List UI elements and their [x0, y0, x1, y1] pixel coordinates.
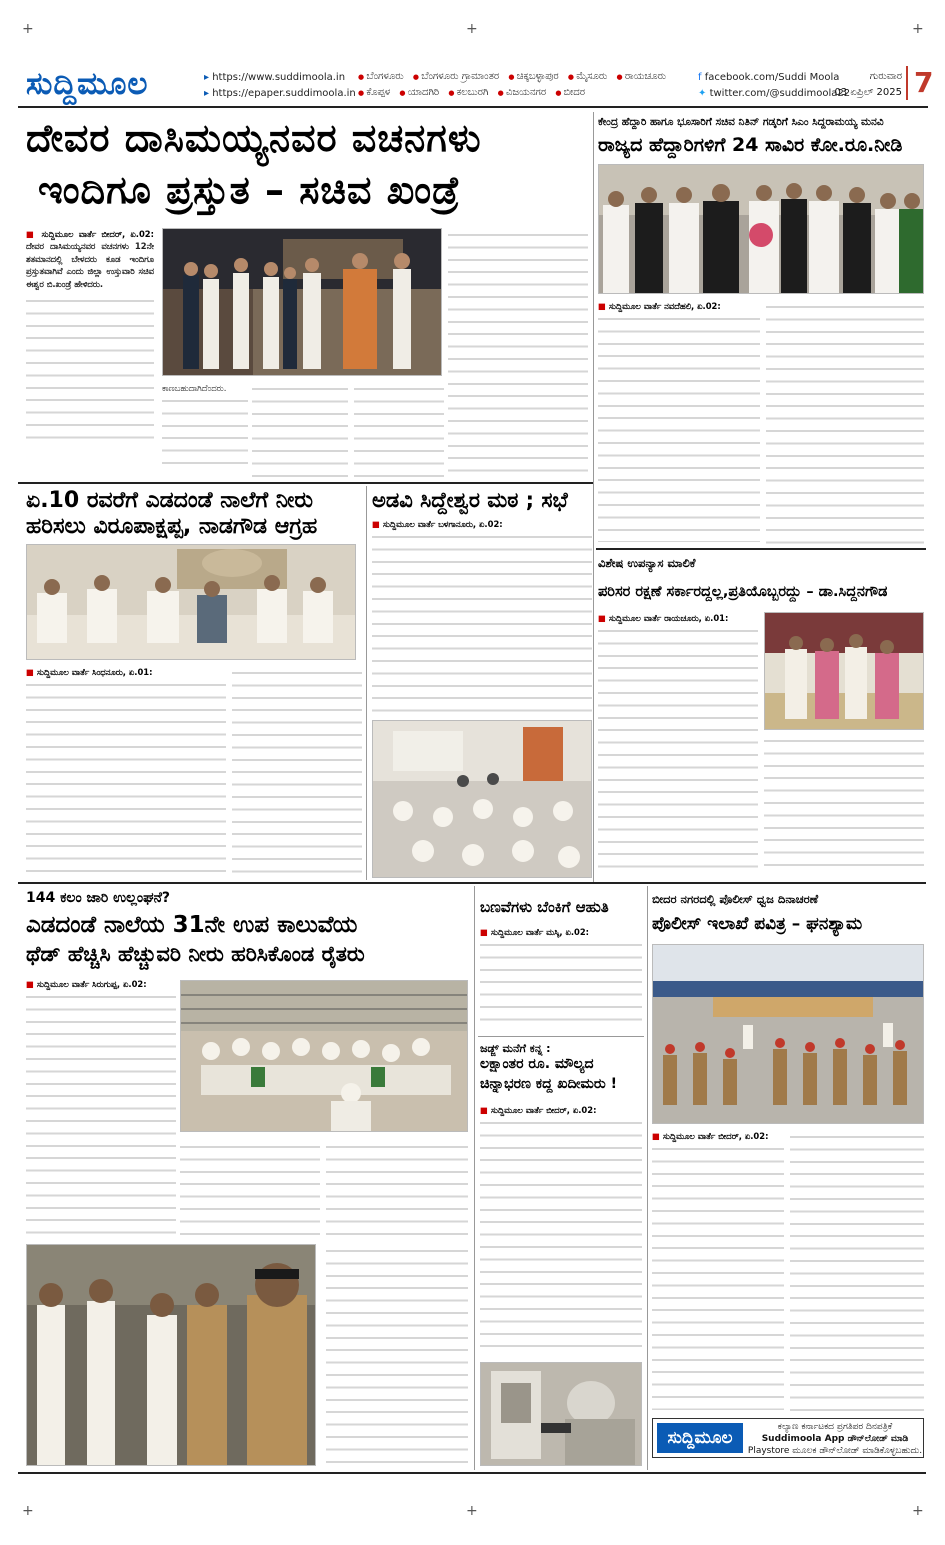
- city-item: ● ಕಲಬುರಗಿ: [448, 87, 488, 98]
- website-links: [204, 70, 356, 102]
- article-body: [598, 612, 758, 876]
- text-column: [764, 734, 924, 876]
- article-body: [372, 518, 592, 718]
- article-headline: ರಾಜ್ಯದ ಹೆದ್ದಾರಿಗಳಿಗೆ 24 ಸಾವಿರ ಕೋ.ರೂ.ನೀಡಿ: [598, 134, 903, 156]
- article-headline: ಬಣವೆಗಳು ಬೆಂಕಿಗೆ ಆಹುತಿ: [480, 898, 609, 916]
- text-column: [180, 1140, 320, 1240]
- city-item: ● ಯಾದಗಿರಿ: [399, 87, 439, 98]
- article-byline: ■ ಸುದ್ದಿಮೂಲ ವಾರ್ತೆ ಸಿಂಧನೂರು, ಏ.01:: [26, 667, 152, 677]
- city-item: ● ವಿಜಯನಗರ: [498, 87, 546, 98]
- registration-mark: +: [22, 21, 34, 37]
- city-item: ● ಬೆಂಗಳೂರು ಗ್ರಾಮಾಂತರ: [413, 71, 499, 82]
- city-item: ● ಮೈಸೂರು: [568, 71, 607, 82]
- article-body: [598, 300, 760, 544]
- page-number: 7: [906, 66, 933, 100]
- article-byline: ■ ಸುದ್ದಿಮೂಲ ವಾರ್ತೆ ಬೀದರ್, ಏ.02:: [26, 229, 154, 239]
- text-column: [480, 938, 642, 1028]
- text-column: [326, 1140, 468, 1240]
- twitter-icon: ✦: [698, 88, 710, 99]
- article-headline: ಅಡವಿ ಸಿದ್ದೇಶ್ವರ ಮಠ ; ಸಭೆ: [372, 488, 568, 512]
- article-body: [26, 978, 176, 1238]
- newspaper-logo: ಸುದ್ದಿಮೂಲ: [26, 66, 149, 102]
- article-kicker: ಬೀದರ ನಗರದಲ್ಲಿ ಪೊಲೀಸ್ ಧ್ವಜ ದಿನಾಚರಣೆ: [652, 892, 819, 906]
- text-column: [448, 228, 588, 478]
- promo-text: ಕಲ್ಯಾಣ ಕರ್ನಾಟಕದ ಪ್ರಗತಿಪರ ದಿನಪತ್ರಿಕೆ Suddimoola App ಡೌನ್‌ಲೋಡ್ ಮಾಡಿ Playstore ಮೂಲಕ ಡೌನ್‌ಲೋಡ್ ಮಾಡಿಕೊಳ್ಳಬಹುದು.: [747, 1422, 923, 1456]
- epaper-link[interactable]: ▸ https://epaper.suddimoola.in: [204, 86, 356, 102]
- article-headline: ಏ.10 ರವರೆಗೆ ಎಡದಂಡೆ ನಾಲೆಗೆ ನೀರು: [26, 488, 313, 513]
- text-column: [652, 1142, 784, 1410]
- article-headline: ಚಿನ್ನಾಭರಣ ಕದ್ದ ಖದೀಮರು !: [480, 1076, 617, 1092]
- app-promo-box[interactable]: [652, 1418, 924, 1458]
- article-body: [26, 228, 154, 478]
- article-photo: [480, 1362, 642, 1466]
- text-column: [232, 666, 362, 876]
- text-column: [326, 1244, 468, 1466]
- text-column: [26, 990, 176, 1236]
- city-item: ● ರಾಯಚೂರು: [617, 71, 667, 82]
- article-body: [480, 1104, 642, 1358]
- article-body: [480, 926, 642, 1030]
- article-lead: ದೇವರ ದಾಸಿಮಯ್ಯನವರ ವಚನಗಳು 12ನೇ ಶತಮಾನದಲ್ಲಿ ಬೇಳದರು ಕೂಡ ಇಂದಿಗೂ ಪ್ರಸ್ತುತವಾಗಿವೆ ಎಂದು ಜಿಲ್ಲಾ ಉಸ್ತುವಾರಿ ಸಚಿವ ಈಶ್ವರ ಬಿ.ಖಂಡ್ರೆ ಹೇಳಿದರು.: [26, 241, 154, 289]
- issue-date: 03 ಏಪ್ರಿಲ್ 2025: [834, 87, 902, 98]
- article-kicker: ಜಡ್ಜ್ ಮನೆಗೆ ಕನ್ನ :: [480, 1042, 551, 1055]
- article-headline: ಎಡದಂಡೆ ನಾಲೆಯ 31ನೇ ಉಪ ಕಾಲುವೆಯ: [26, 912, 358, 938]
- article-byline: ■ ಸುದ್ದಿಮೂಲ ವಾರ್ತೆ ಬಳಗಾನೂರು, ಏ.02:: [372, 519, 503, 529]
- article-body: [26, 666, 226, 876]
- date-block: [830, 69, 902, 101]
- text-column: [790, 1130, 924, 1412]
- section-rule: [18, 1472, 926, 1474]
- text-column: [372, 530, 592, 716]
- registration-mark: +: [466, 21, 478, 37]
- article-headline: ದೇವರ ದಾಸಿಮಯ್ಯನವರ ವಚನಗಳು: [26, 116, 482, 160]
- article-body: [162, 382, 248, 478]
- article-photo: [26, 1244, 316, 1466]
- column-rule: [474, 886, 475, 1470]
- website-link[interactable]: ▸ https://www.suddimoola.in: [204, 70, 356, 86]
- text-column: [598, 624, 758, 874]
- facebook-link[interactable]: f facebook.com/Suddi Moola: [698, 72, 840, 83]
- text-column: [354, 382, 444, 478]
- text-column: [26, 678, 226, 874]
- section-rule: [478, 1036, 644, 1037]
- article-photo: [162, 228, 442, 376]
- registration-mark: +: [912, 1503, 924, 1519]
- article-byline: ■ ಸುದ್ದಿಮೂಲ ವಾರ್ತೆ ರಾಯಚೂರು, ಏ.01:: [598, 613, 728, 623]
- text-column: [26, 294, 154, 444]
- article-headline: ಹರಿಸಲು ವಿರೂಪಾಕ್ಷಪ್ಪ, ನಾಡಗೌಡ ಆಗ್ರಹ: [26, 514, 318, 539]
- column-rule: [593, 112, 594, 482]
- article-byline: ■ ಸುದ್ದಿಮೂಲ ವಾರ್ತೆ ನವದೆಹಲಿ, ಏ.02:: [598, 301, 721, 311]
- section-rule: [596, 548, 926, 550]
- article-photo: [372, 720, 592, 878]
- city-item: ● ಬೀದರ: [555, 87, 585, 98]
- city-list: [358, 69, 688, 101]
- text-column: [480, 1116, 642, 1356]
- facebook-icon: f: [698, 72, 705, 83]
- section-rule: [18, 882, 926, 884]
- registration-mark: +: [912, 21, 924, 37]
- city-item: ● ಕೊಪ್ಪಳ: [358, 87, 390, 98]
- article-photo: [652, 944, 924, 1124]
- city-item: ● ಚಿಕ್ಕಬಳ್ಳಾಪುರ: [508, 71, 558, 82]
- social-links: [698, 70, 850, 102]
- column-rule: [647, 886, 648, 1470]
- article-byline: ■ ಸುದ್ದಿಮೂಲ ವಾರ್ತೆ ಬೀದರ್, ಏ.02:: [652, 1131, 768, 1141]
- weekday: ಗುರುವಾರ: [869, 71, 902, 82]
- article-body: [652, 1130, 784, 1412]
- masthead: [18, 66, 934, 108]
- article-photo: [764, 612, 924, 730]
- photo-caption: ಕಾಣಬಹುದಾಗಿದೆಂದರು.: [162, 383, 227, 393]
- article-headline: ಇಂದಿಗೂ ಪ್ರಸ್ತುತ – ಸಚಿವ ಖಂಡ್ರೆ: [38, 168, 461, 212]
- text-column: [162, 394, 248, 474]
- city-item: ● ಬೆಂಗಳೂರು: [358, 71, 404, 82]
- article-kicker: ಕೇಂದ್ರ ಹೆದ್ದಾರಿ ಹಾಗೂ ಭೂಸಾರಿಗೆ ಸಚಿವ ನಿತಿನ್ ಗಡ್ಕರಿಗೆ ಸಿಎಂ ಸಿದ್ದರಾಮಯ್ಯ ಮನವಿ: [598, 116, 884, 128]
- article-headline: ಲಕ್ಷಾಂತರ ರೂ. ಮೌಲ್ಯದ: [480, 1056, 594, 1072]
- registration-mark: +: [22, 1503, 34, 1519]
- text-column: [766, 300, 924, 544]
- article-byline: ■ ಸುದ್ದಿಮೂಲ ವಾರ್ತೆ ಮಸ್ಕಿ, ಏ.02:: [480, 927, 589, 937]
- twitter-link[interactable]: ✦ twitter.com/@suddimoola22: [698, 88, 851, 99]
- article-headline: ಥೆಡ್ ಹೆಚ್ಚಿಸಿ ಹೆಚ್ಚುವರಿ ನೀರು ಹರಿಸಿಕೊಂಡ ರೈತರು: [26, 942, 365, 966]
- article-photo: [598, 164, 924, 294]
- article-headline: ಪೊಲೀಸ್ ಇಲಾಖೆ ಪವಿತ್ರ – ಘನಶ್ಯಾಮ: [652, 914, 863, 934]
- article-kicker: ವಿಶೇಷ ಉಪನ್ಯಾಸ ಮಾಲಿಕೆ: [598, 556, 696, 570]
- promo-logo: ಸುದ್ದಿಮೂಲ: [657, 1423, 743, 1453]
- article-photo: [26, 544, 356, 660]
- article-photo: [180, 980, 468, 1132]
- column-rule: [593, 482, 594, 882]
- column-rule: [366, 486, 367, 880]
- article-kicker: 144 ಕಲಂ ಜಾರಿ ಉಲ್ಲಂಘನೆ?: [26, 890, 171, 906]
- article-byline: ■ ಸುದ್ದಿಮೂಲ ವಾರ್ತೆ ಸಿರುಗುಪ್ಪ, ಏ.02:: [26, 979, 147, 989]
- article-headline: ಪರಿಸರ ರಕ್ಷಣೆ ಸರ್ಕಾರದ್ದಲ್ಲ,ಪ್ರತಿಯೊಬ್ಬರದ್ದು – ಡಾ.ಸಿದ್ದನಗೌಡ: [598, 584, 888, 600]
- registration-mark: +: [466, 1503, 478, 1519]
- text-column: [252, 382, 348, 478]
- text-column: [598, 312, 760, 542]
- section-rule: [18, 482, 594, 484]
- article-byline: ■ ಸುದ್ದಿಮೂಲ ವಾರ್ತೆ ಬೀದರ್, ಏ.02:: [480, 1105, 596, 1115]
